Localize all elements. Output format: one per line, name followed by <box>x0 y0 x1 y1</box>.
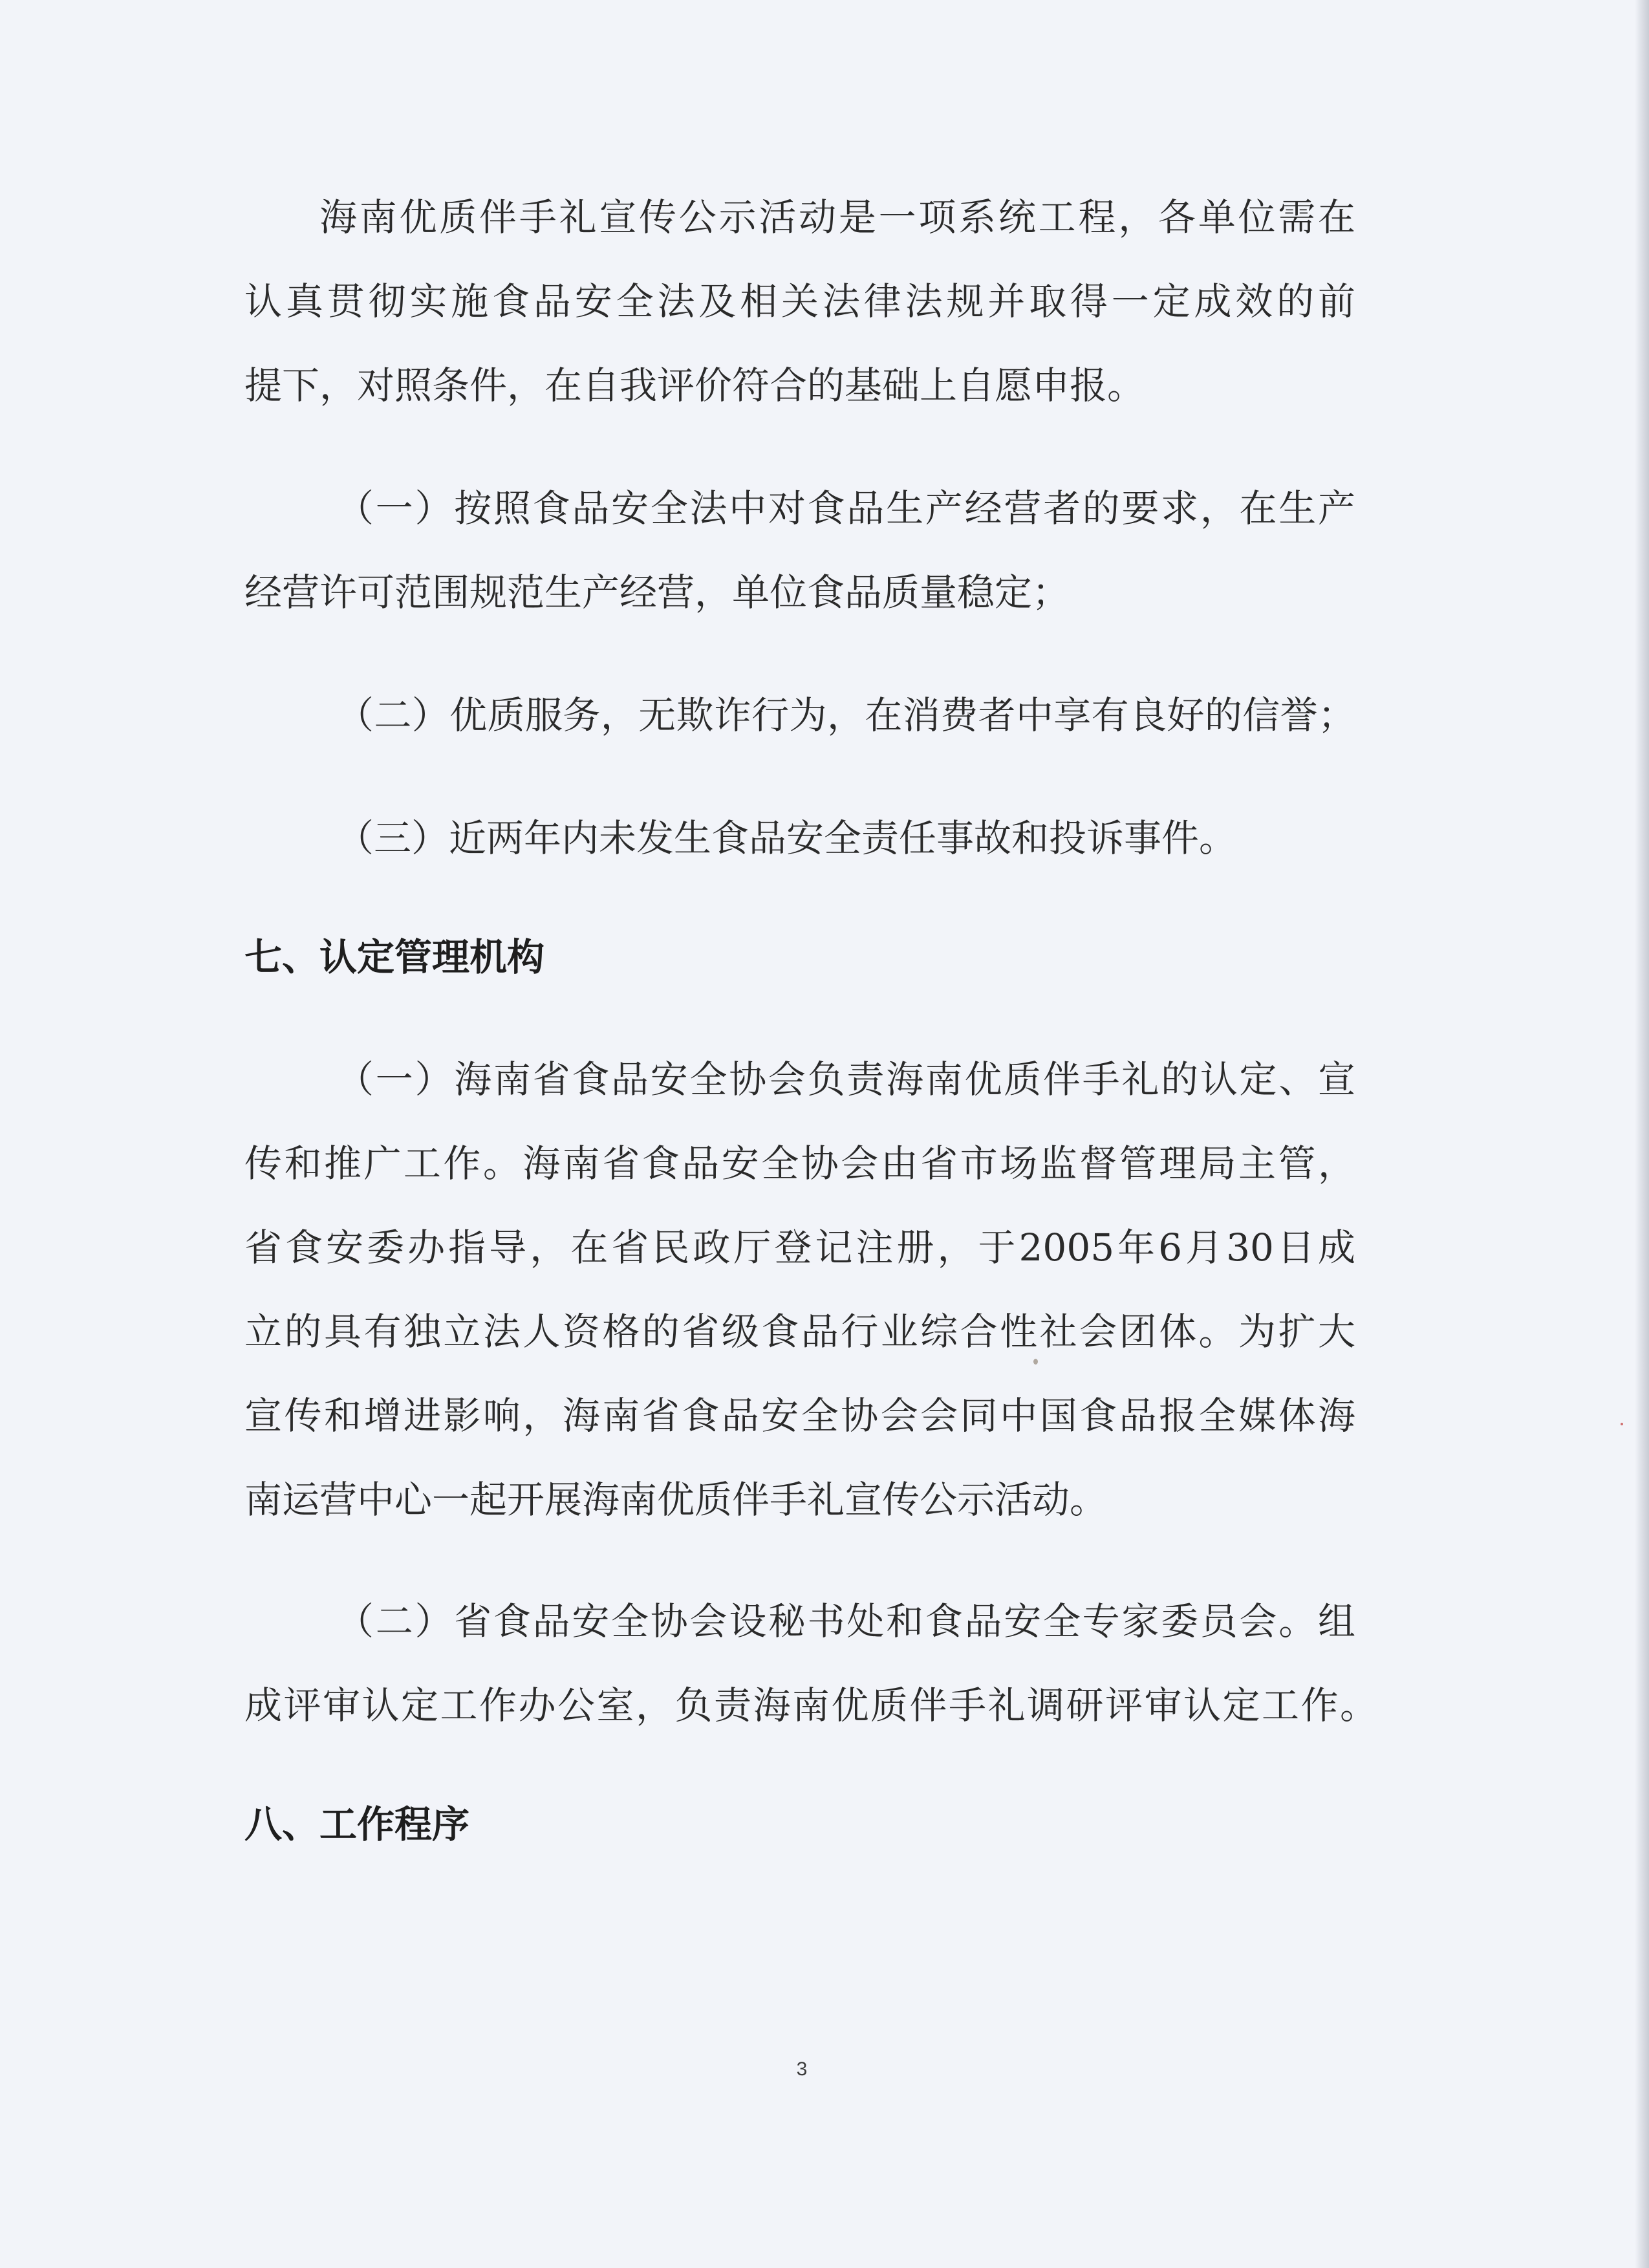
paragraph-line: 海南优质伴手礼宣传公示活动是一项系统工程，各单位需在 <box>319 195 1355 239</box>
paragraph-line: （二）优质服务，无欺诈行为，在消费者中享有良好的信誉； <box>336 693 1355 737</box>
paragraph-line: 成评审认定工作办公室，负责海南优质伴手礼调研评审认定工作。 <box>244 1683 1377 1727</box>
paragraph-line: 宣传和增进影响，海南省食品安全协会会同中国食品报全媒体海 <box>244 1394 1355 1438</box>
scan-edge <box>1635 0 1649 2268</box>
paragraph-line: （二）省食品安全协会设秘书处和食品安全专家委员会。组 <box>336 1599 1355 1643</box>
paragraph-line: 传和推广工作。海南省食品安全协会由省市场监督管理局主管， <box>244 1141 1355 1185</box>
paragraph-line: （一）海南省食品安全协会负责海南优质伴手礼的认定、宣 <box>336 1057 1355 1101</box>
scan-speck <box>1621 1423 1623 1425</box>
section-heading: 八、工作程序 <box>244 1802 470 1846</box>
paragraph-line: 认真贯彻实施食品安全法及相关法律法规并取得一定成效的前 <box>244 279 1355 323</box>
scan-speck <box>1033 1359 1038 1365</box>
paragraph-line: （一）按照食品安全法中对食品生产经营者的要求，在生产 <box>336 486 1355 530</box>
paragraph-line: 经营许可范围规范生产经营，单位食品质量稳定； <box>244 570 1070 614</box>
paragraph-line: 立的具有独立法人资格的省级食品行业综合性社会团体。为扩大 <box>244 1310 1355 1354</box>
section-heading: 七、认定管理机构 <box>244 935 545 979</box>
paragraph-line: 南运营中心一起开展海南优质伴手礼宣传公示活动。 <box>244 1478 1108 1522</box>
page-number: 3 <box>796 2058 808 2080</box>
paragraph-line: （三）近两年内未发生食品安全责任事故和投诉事件。 <box>336 816 1237 860</box>
paragraph-line: 提下，对照条件，在自我评价符合的基础上自愿申报。 <box>244 363 1145 407</box>
paragraph-line: 省食安委办指导，在省民政厅登记注册，于2005年6月30日成 <box>244 1226 1355 1269</box>
